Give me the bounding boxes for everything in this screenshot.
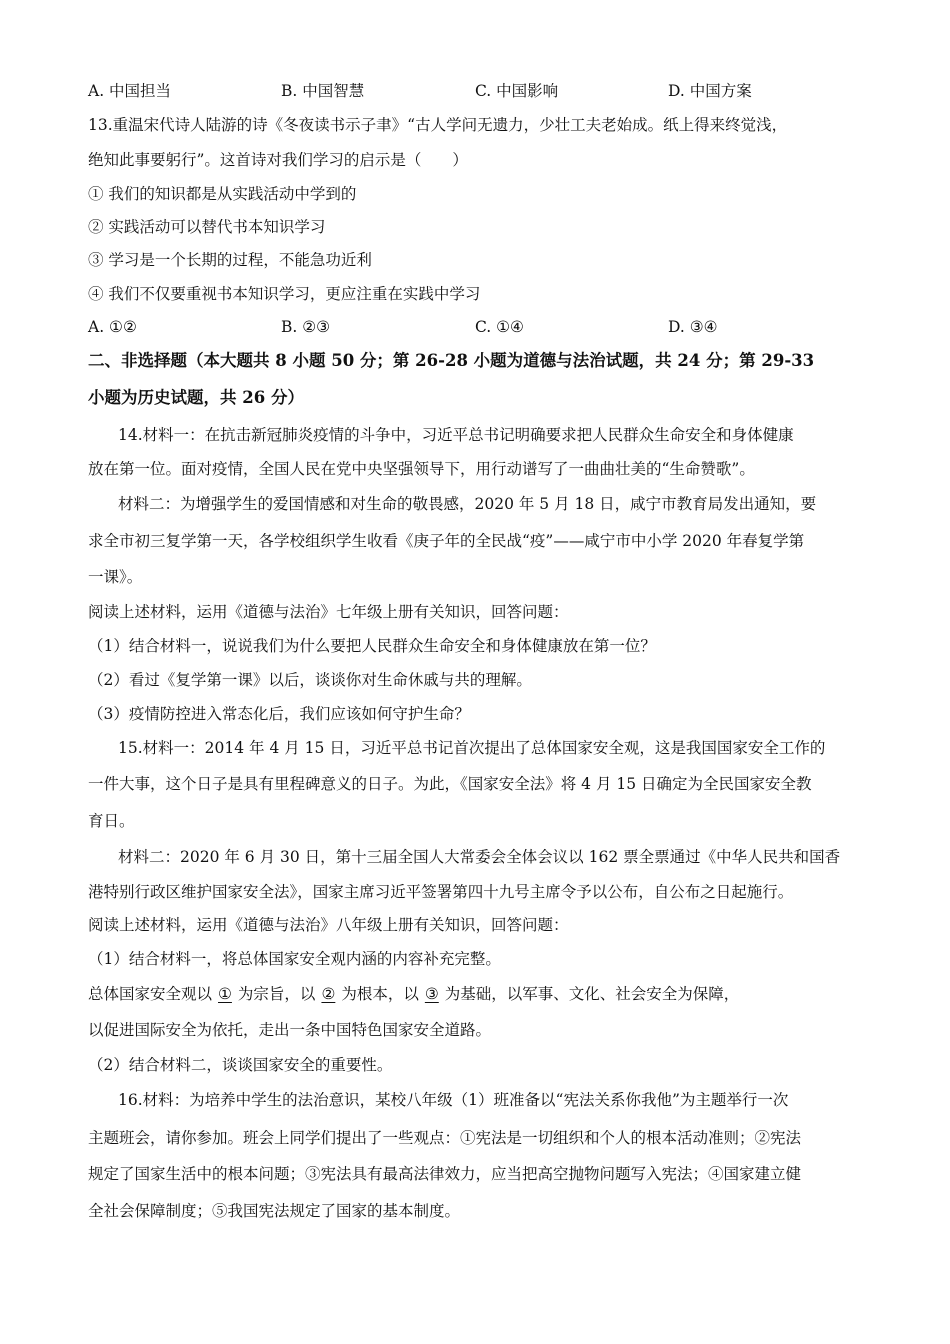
q14-material-1-line-2: 放在第一位。面对疫情，全国人民在党中央坚强领导下，用行动谱写了一曲曲壮美的“生命赞歌”。 [88,460,755,478]
q15-fill-in-line-1 [88,982,863,1006]
q14-material-2-line-3: 一课》。 [88,568,143,586]
blank-3: ③ [424,985,439,1003]
q14-material-2-line-2: 求全市初三复学第一天，各学校组织学生收看《庚子年的全民战“疫”——咸宁市中小学 2020 年春复学第 [88,532,805,550]
q16-material-line-1: 16.材料：为培养中学生的法治意识，某校八年级（1）班准备以“宪法关系你我他”为主题举行一次 [118,1091,789,1109]
q14-subquestion-1: （1）结合材料一，说说我们为什么要把人民群众生命安全和身体健康放在第一位？ [88,637,656,655]
q15-prompt: 阅读上述材料，运用《道德与法治》八年级上册有关知识，回答问题： [88,916,569,934]
q12-option-b: B. 中国智慧 [281,82,365,100]
fill-text-c: 为根本，以 [341,985,419,1003]
q15-subquestion-2: （2）结合材料二，谈谈国家安全的重要性。 [88,1056,393,1074]
fill-text-b: 为宗旨，以 [237,985,316,1003]
fill-text-a: 总体国家安全观以 [88,985,213,1003]
q15-fill-in-line-2: 以促进国际安全为依托，走出一条中国特色国家安全道路。 [88,1021,492,1039]
q13-option-b: B. ②③ [281,318,331,336]
q13-stem-line-2: 绝知此事要躬行”。这首诗对我们学习的启示是（ ） [88,151,468,169]
blank-2: ② [321,985,336,1003]
q13-option-a: A. ①② [88,318,137,336]
q14-subquestion-2: （2）看过《复学第一课》以后，谈谈你对生命休戚与共的理解。 [88,671,532,689]
q15-material-2-line-1: 材料二：2020 年 6 月 30 日，第十三届全国人大常委会全体会议以 162 票全票通过《中华人民共和国香 [118,848,841,866]
section-heading-line-1: 二、非选择题（本大题共 8 小题 50 分；第 26-28 小题为道德与法治试题，共 24 分；第 29-33 [88,351,815,370]
q13-option-c: C. ①④ [475,318,524,336]
q16-material-line-3: 规定了国家生活中的根本问题；③宪法具有最高法律效力，应当把高空抛物问题写入宪法；④国家建立健 [88,1165,802,1183]
q15-material-2-line-2: 港特别行政区维护国家安全法》，国家主席习近平签署第四十九号主席令予以公布，自公布之日起施行。 [88,883,794,901]
q14-prompt: 阅读上述材料，运用《道德与法治》七年级上册有关知识，回答问题： [88,603,569,621]
q15-material-1-line-1: 15.材料一：2014 年 4 月 15 日，习近平总书记首次提出了总体国家安全观，这是我国国家安全工作的 [118,739,826,757]
q12-option-c: C. 中国影响 [475,82,559,100]
q12-option-d: D. 中国方案 [668,82,752,100]
q15-material-1-line-2: 一件大事，这个日子是具有里程碑意义的日子。为此，《国家安全法》将 4 月 15 日确定为全民国家安全教 [88,775,812,793]
q12-option-a: A. 中国担当 [88,82,172,100]
q13-item-2: ② 实践活动可以替代书本知识学习 [88,218,326,236]
q13-item-3: ③ 学习是一个长期的过程，不能急功近利 [88,251,372,269]
fill-text-d: 为基础，以军事、文化、社会安全为保障， [444,985,740,1003]
q13-stem-line-1: 13.重温宋代诗人陆游的诗《冬夜读书示子聿》“古人学问无遗力，少壮工夫老始成。纸上得来终觉浅， [88,116,788,134]
section-heading-line-2: 小题为历史试题，共 26 分） [88,388,304,407]
q15-material-1-line-3: 育日。 [88,812,135,830]
q14-material-2-line-1: 材料二：为增强学生的爱国情感和对生命的敬畏感，2020 年 5 月 18 日，咸宁市教育局发出通知，要 [118,495,817,513]
q16-material-line-4: 全社会保障制度；⑤我国宪法规定了国家的基本制度。 [88,1202,461,1220]
q13-item-4: ④ 我们不仅要重视书本知识学习，更应注重在实践中学习 [88,285,481,303]
q15-subquestion-1: （1）结合材料一，将总体国家安全观内涵的内容补充完整。 [88,950,501,968]
q13-option-d: D. ③④ [668,318,718,336]
q16-material-line-2: 主题班会，请你参加。班会上同学们提出了一些观点：①宪法是一切组织和个人的根本活动准则；②宪法 [88,1129,802,1147]
q14-material-1-line-1: 14.材料一：在抗击新冠肺炎疫情的斗争中，习近平总书记明确要求把人民群众生命安全和身体健康 [118,426,794,444]
q14-subquestion-3: （3）疫情防控进入常态化后，我们应该如何守护生命？ [88,705,470,723]
blank-1: ① [218,985,232,1003]
q13-item-1: ① 我们的知识都是从实践活动中学到的 [88,185,357,203]
